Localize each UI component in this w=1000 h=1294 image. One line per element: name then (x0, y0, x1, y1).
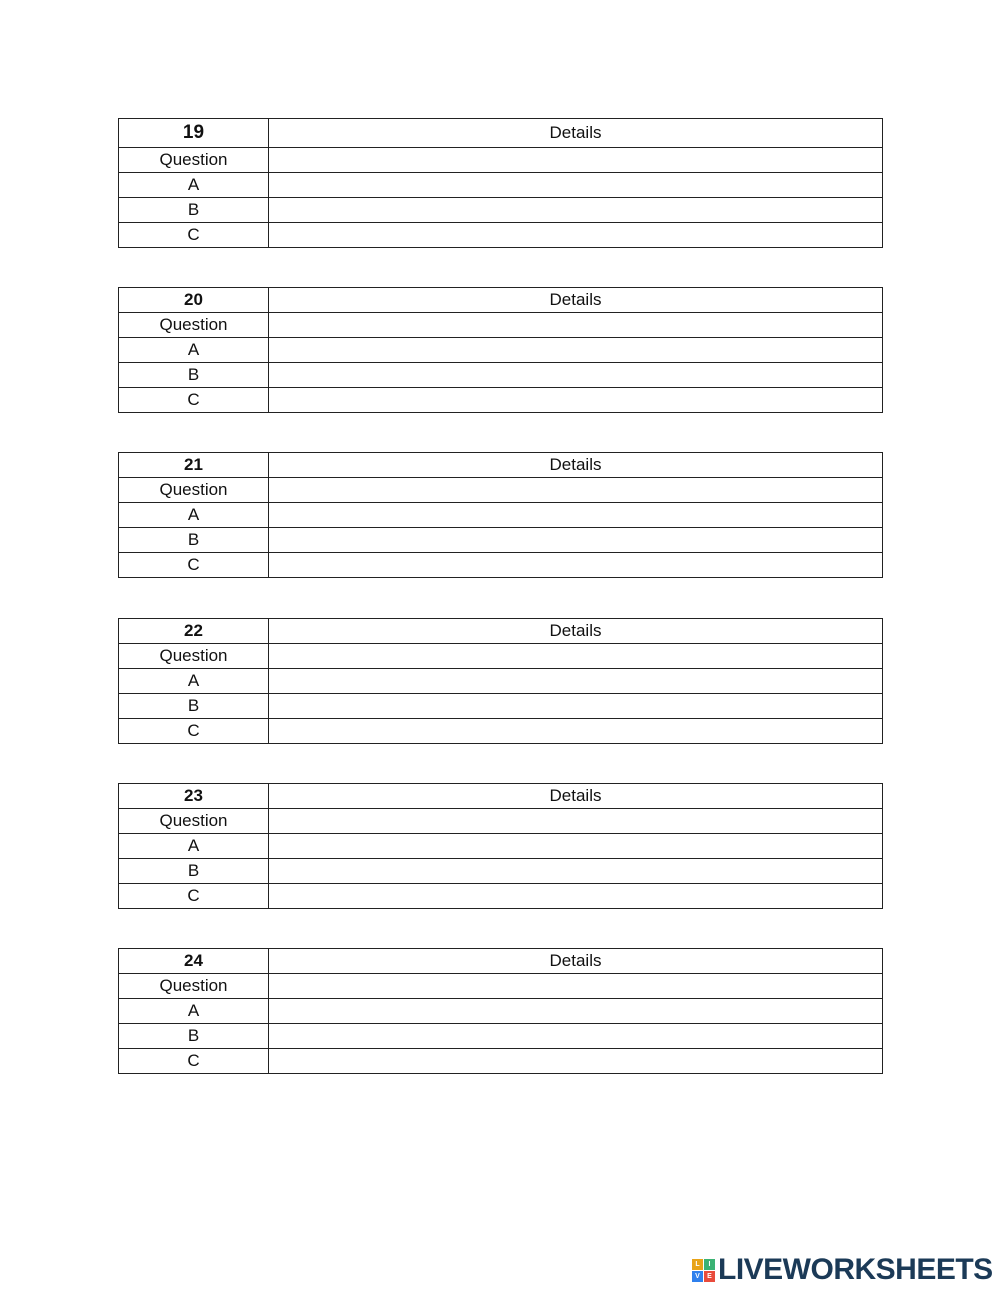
answer-cell (269, 528, 883, 553)
answer-cell (269, 198, 883, 223)
table-row (119, 313, 883, 338)
answer-cell (269, 503, 883, 528)
table-row (119, 884, 883, 909)
table-row (119, 644, 883, 669)
answer-input[interactable] (269, 528, 882, 552)
question-table (118, 118, 883, 248)
answer-cell (269, 478, 883, 503)
answer-cell (269, 148, 883, 173)
answer-input[interactable] (269, 313, 882, 337)
table-row (119, 388, 883, 413)
table-row (119, 974, 883, 999)
row-label: B (119, 528, 269, 553)
answer-cell (269, 884, 883, 909)
answer-cell (269, 859, 883, 884)
row-label: B (119, 1024, 269, 1049)
answer-cell (269, 338, 883, 363)
row-label: C (119, 553, 269, 578)
answer-input[interactable] (269, 644, 882, 668)
question-table (118, 948, 883, 1074)
answer-input[interactable] (269, 884, 882, 908)
answer-input[interactable] (269, 974, 882, 998)
answer-input[interactable] (269, 338, 882, 362)
answer-input[interactable] (269, 809, 882, 833)
table-row (119, 198, 883, 223)
row-label: A (119, 999, 269, 1024)
details-header: Details (269, 288, 883, 313)
row-label: Question (119, 313, 269, 338)
answer-cell (269, 809, 883, 834)
answer-input[interactable] (269, 388, 882, 412)
question-number: 20 (119, 288, 269, 313)
details-header: Details (269, 453, 883, 478)
answer-input[interactable] (269, 1024, 882, 1048)
answer-input[interactable] (269, 719, 882, 743)
row-label: B (119, 363, 269, 388)
row-label: B (119, 694, 269, 719)
table-header-row (119, 119, 883, 148)
table-header-row (119, 619, 883, 644)
answer-cell (269, 999, 883, 1024)
answer-input[interactable] (269, 503, 882, 527)
answer-input[interactable] (269, 363, 882, 387)
answer-input[interactable] (269, 553, 882, 577)
row-label: Question (119, 478, 269, 503)
details-header: Details (269, 119, 883, 148)
answer-cell (269, 173, 883, 198)
details-header: Details (269, 619, 883, 644)
answer-cell (269, 223, 883, 248)
answer-input[interactable] (269, 669, 882, 693)
table-row (119, 223, 883, 248)
question-table (118, 287, 883, 413)
table-row (119, 553, 883, 578)
table-row (119, 363, 883, 388)
answer-input[interactable] (269, 694, 882, 718)
liveworksheets-logo (692, 1252, 993, 1288)
answer-cell (269, 553, 883, 578)
answer-input[interactable] (269, 198, 882, 222)
answer-input[interactable] (269, 1049, 882, 1073)
table-row (119, 809, 883, 834)
answer-cell (269, 694, 883, 719)
answer-cell (269, 1049, 883, 1074)
answer-input[interactable] (269, 223, 882, 247)
question-number: 19 (119, 119, 269, 148)
row-label: Question (119, 974, 269, 999)
logo-block: V (692, 1271, 703, 1282)
question-number: 22 (119, 619, 269, 644)
table-row (119, 338, 883, 363)
row-label: Question (119, 809, 269, 834)
answer-input[interactable] (269, 478, 882, 502)
row-label: C (119, 223, 269, 248)
row-label: C (119, 388, 269, 413)
answer-cell (269, 1024, 883, 1049)
answer-cell (269, 669, 883, 694)
table-row (119, 999, 883, 1024)
logo-block: L (692, 1259, 703, 1270)
table-row (119, 148, 883, 173)
logo-text: LIVEWORKSHEETS (718, 1253, 993, 1286)
row-label: A (119, 173, 269, 198)
logo-block: E (704, 1271, 715, 1282)
answer-input[interactable] (269, 834, 882, 858)
table-header-row (119, 784, 883, 809)
answer-cell (269, 388, 883, 413)
table-row (119, 173, 883, 198)
logo-icon (692, 1259, 715, 1282)
question-number: 21 (119, 453, 269, 478)
table-row (119, 1024, 883, 1049)
answer-cell (269, 313, 883, 338)
table-header-row (119, 288, 883, 313)
row-label: Question (119, 644, 269, 669)
row-label: A (119, 834, 269, 859)
table-row (119, 528, 883, 553)
table-row (119, 503, 883, 528)
details-header: Details (269, 949, 883, 974)
answer-input[interactable] (269, 173, 882, 197)
row-label: A (119, 669, 269, 694)
details-header: Details (269, 784, 883, 809)
table-row (119, 669, 883, 694)
question-number: 24 (119, 949, 269, 974)
table-header-row (119, 949, 883, 974)
row-label: B (119, 859, 269, 884)
answer-cell (269, 363, 883, 388)
answer-cell (269, 719, 883, 744)
answer-cell (269, 834, 883, 859)
table-row (119, 694, 883, 719)
row-label: C (119, 1049, 269, 1074)
table-row (119, 1049, 883, 1074)
question-table (118, 452, 883, 578)
row-label: B (119, 198, 269, 223)
answer-input[interactable] (269, 148, 882, 172)
question-table (118, 783, 883, 909)
logo-block: I (704, 1259, 715, 1270)
row-label: A (119, 338, 269, 363)
answer-input[interactable] (269, 859, 882, 883)
answer-cell (269, 974, 883, 999)
table-row (119, 719, 883, 744)
question-table (118, 618, 883, 744)
table-row (119, 834, 883, 859)
row-label: A (119, 503, 269, 528)
answer-cell (269, 644, 883, 669)
answer-input[interactable] (269, 999, 882, 1023)
row-label: Question (119, 148, 269, 173)
table-header-row (119, 453, 883, 478)
row-label: C (119, 719, 269, 744)
row-label: C (119, 884, 269, 909)
table-row (119, 478, 883, 503)
question-number: 23 (119, 784, 269, 809)
table-row (119, 859, 883, 884)
